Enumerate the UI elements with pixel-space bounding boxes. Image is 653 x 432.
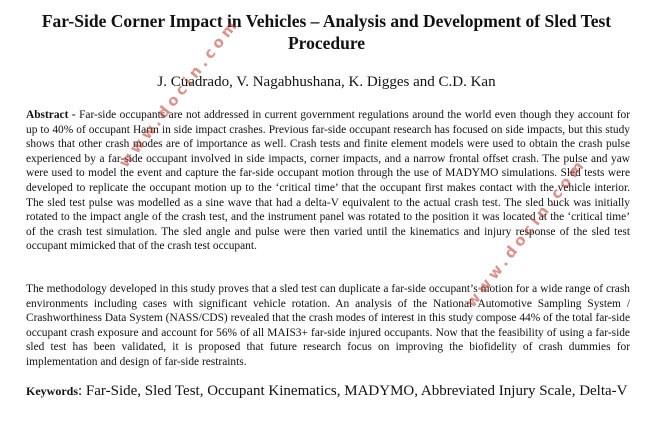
abstract-paragraph: [26, 108, 630, 254]
keywords-body: : Far-Side, Sled Test, Occupant Kinematics, MADYMO, Abbreviated Injury Scale, Delta-V: [78, 383, 628, 399]
abstract-body: Far-side occupants are not addressed in current government regulations around the world even though they account for up to 40% of occupant Harm in side impact crashes. Previous far-side occupant research has focused on side impacts, but this study shows that other crash modes are of importance as well. Crash tests and finite element models were used to obtain the crash pulse experienced by a far-side occupant involved in side impacts, corner impacts, and a narrow frontal offset crash. The pulse and yaw were used to model the event and capture the far-side occupant motion through the use of MADYMO simulations. Sled tests were developed to replicate the occupant motion up to the ‘critical time’ that the occupant first makes contact with the vehicle interior. The sled test pulse was modelled as a sine wave that had a delta-V equivalent to the actual crash test. The sled buck was initially rotated to the impact angle of the crash test, and the instrument panel was rotated to the position it was located at the ‘critical time’ of the crash test simulation. The sled angle and pulse were then varied until the kinematics and injury response of the sled test occupant mimicked that of the crash test occupant.: [26, 109, 630, 253]
paper-authors: J. Cuadrado, V. Nagabhushana, K. Digges and C.D. Kan: [157, 74, 496, 90]
paper-title: Far-Side Corner Impact in Vehicles – Analysis and Development of Sled Test Procedure: [41, 11, 612, 53]
body-paragraph: The methodology developed in this study proves that a sled test can duplicate a far-side occupant’s motion for a wide range of crash environments including cases with significant vehicle rotation. An analysis of the National Automotive Sampling System / Crashworthiness Data System (NASS/CDS) revealed that the crash modes of interest in this study compose 44% of the total far-side occupant crash exposure and account for 56% of all MAIS3+ far-side injured occupants. Now that the feasibility of using a far-side sled test has been validated, it is proposed that future research focus on improving the biofidelity of crash dummies for implementation and design of far-side restraints.: [26, 283, 630, 368]
watermark-text: www.docin.com: [462, 154, 590, 312]
watermark-text: www.docin.com: [115, 14, 243, 172]
abstract-label: Abstract -: [26, 109, 76, 121]
keywords-line: [26, 382, 630, 401]
keywords-label: Keywords: [26, 384, 78, 398]
